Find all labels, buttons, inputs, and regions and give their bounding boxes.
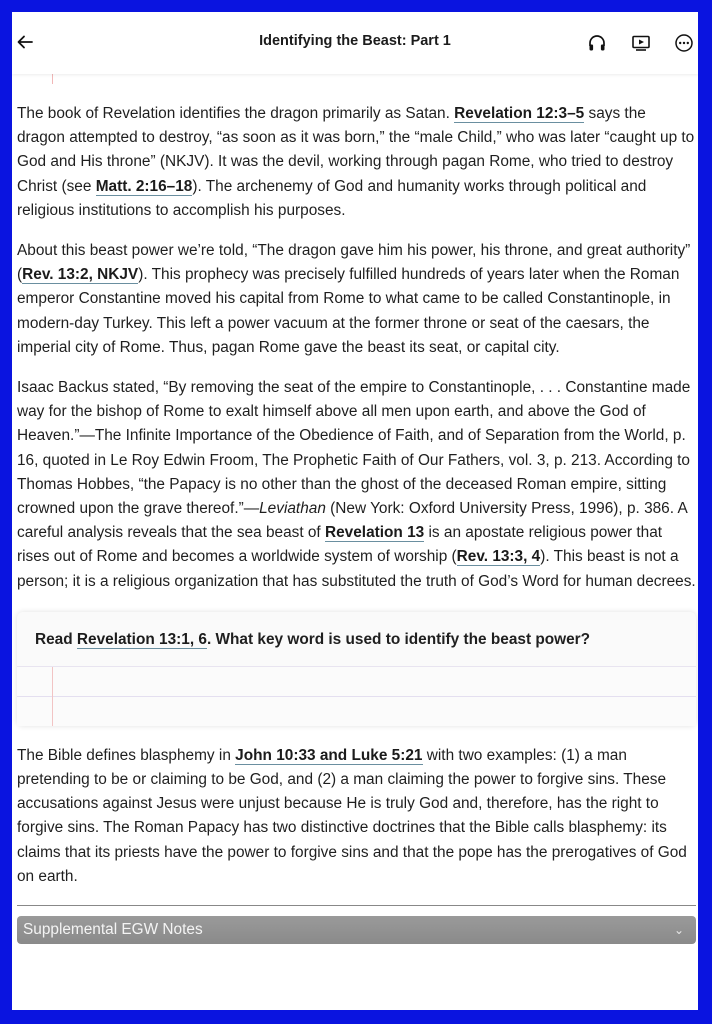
scripture-link[interactable]: Revelation 12:3–5 — [454, 105, 585, 122]
supplemental-notes-toggle[interactable] — [17, 916, 696, 944]
note-margin-line — [52, 74, 53, 84]
paragraph-text: Isaac Backus stated, “By removing the seat of the empire to Constantinople, . . . Constantine made way for the bishop of Rome to exalt himself above all men upon earth, and above the God of Heaven.”—The Infinite Importance of the Obedience of Faith, and of Separation from the World, p. 16, quoted in Le Roy Edwin Froom, The Prophetic Faith of Our Fathers, vol. 3, p. 213. According to Thomas Hobbes, “the Papacy is no other than the ghost of the deceased Roman empire, sitting crowned upon the grave thereof.”— — [17, 379, 691, 518]
answer-input[interactable] — [17, 666, 696, 726]
scripture-link[interactable]: John 10:33 and Luke 5:21 — [235, 746, 423, 764]
headphones-icon — [587, 33, 607, 53]
lesson-content — [17, 74, 696, 1010]
app-window — [12, 12, 698, 1010]
scripture-link[interactable]: Revelation 13:1, 6 — [76, 630, 207, 648]
scripture-link[interactable]: Revelation 13 — [325, 524, 425, 542]
book-title: Leviathan — [259, 500, 326, 518]
paragraph-text: with two examples: (1) a man pretending to be or claiming to be God, and (2) a man claiming the power to forgive sins. These accusations against Jesus were unjust because He is truly God and, therefore, has the right to forgive sins. The Roman Papacy has two distinctive doctrines that the Bible calls blasphemy: its claims that its priests have the power to forgive sins and that the pope has the prerogatives of God on earth. — [17, 746, 687, 885]
paragraph-2 — [17, 239, 696, 360]
paragraph-text: is an apostate religious power that rises out of Rome and becomes a worldwide system of worship ( — [17, 524, 663, 566]
paragraph-text: ). The archenemy of God and humanity works through political and religious institutions to accomplish his purposes. — [17, 177, 647, 219]
scripture-link[interactable]: Rev. 13:2, NKJV — [22, 266, 139, 284]
section-divider — [17, 905, 696, 906]
page-title: Identifying the Beast: Part 1 — [259, 33, 451, 49]
more-options-icon — [674, 33, 694, 53]
chevron-down-icon: ⌄ — [673, 923, 684, 938]
play-video-icon — [631, 33, 651, 53]
paragraph-text: ). This beast is not a person; it is a religious organization that has substituted the truth of God’s Word for human decrees. — [17, 548, 696, 590]
paragraph-text: (New York: Oxford University Press, 1996), p. 386. A careful analysis reveals that the sea beast of — [17, 500, 687, 542]
scripture-link[interactable]: Matt. 2:16–18 — [95, 177, 193, 195]
question-part: . What key word is used to identify the beast power? — [206, 630, 591, 648]
question-text — [17, 612, 696, 666]
top-bar — [12, 12, 698, 74]
paragraph-text: says the dragon attempted to destroy, “as soon as it was born,” the “male Child,” who was later “caught up to God and His throne” (NKJV). It was the devil, working through pagan Rome, who tried to destroy Christ (see — [17, 105, 695, 195]
paragraph-text: About this beast power we’re told, “The dragon gave him his power, his throne, and great authority” ( — [17, 242, 691, 284]
study-question-card — [17, 612, 696, 726]
audio-button[interactable] — [586, 32, 608, 54]
video-button[interactable] — [630, 32, 652, 54]
paragraph-text: The Bible defines blasphemy in — [17, 746, 236, 764]
answer-ruled-line — [17, 696, 696, 697]
paragraph-3 — [17, 376, 696, 594]
more-options-button[interactable] — [673, 32, 695, 54]
paragraph-4 — [17, 744, 696, 889]
paragraph-1 — [17, 102, 696, 223]
paragraph-text: ). This prophecy was precisely fulfilled hundreds of years later when the Roman emperor Constantine moved his capital from Rome to what came to be called Constantinople, in modern-day Turkey. This left a power vacuum at the former throne or seat of the caesars, the imperial city of Rome. Thus, pagan Rome gave the beast its seat, or capital city. — [17, 266, 680, 356]
paragraph-text: The book of Revelation identifies the dragon primarily as Satan. — [17, 105, 455, 122]
supplemental-label: Supplemental EGW Notes — [23, 921, 203, 939]
answer-margin-line — [52, 667, 53, 726]
scripture-link[interactable]: Rev. 13:3, 4 — [456, 548, 541, 566]
question-part: Read — [35, 630, 77, 648]
